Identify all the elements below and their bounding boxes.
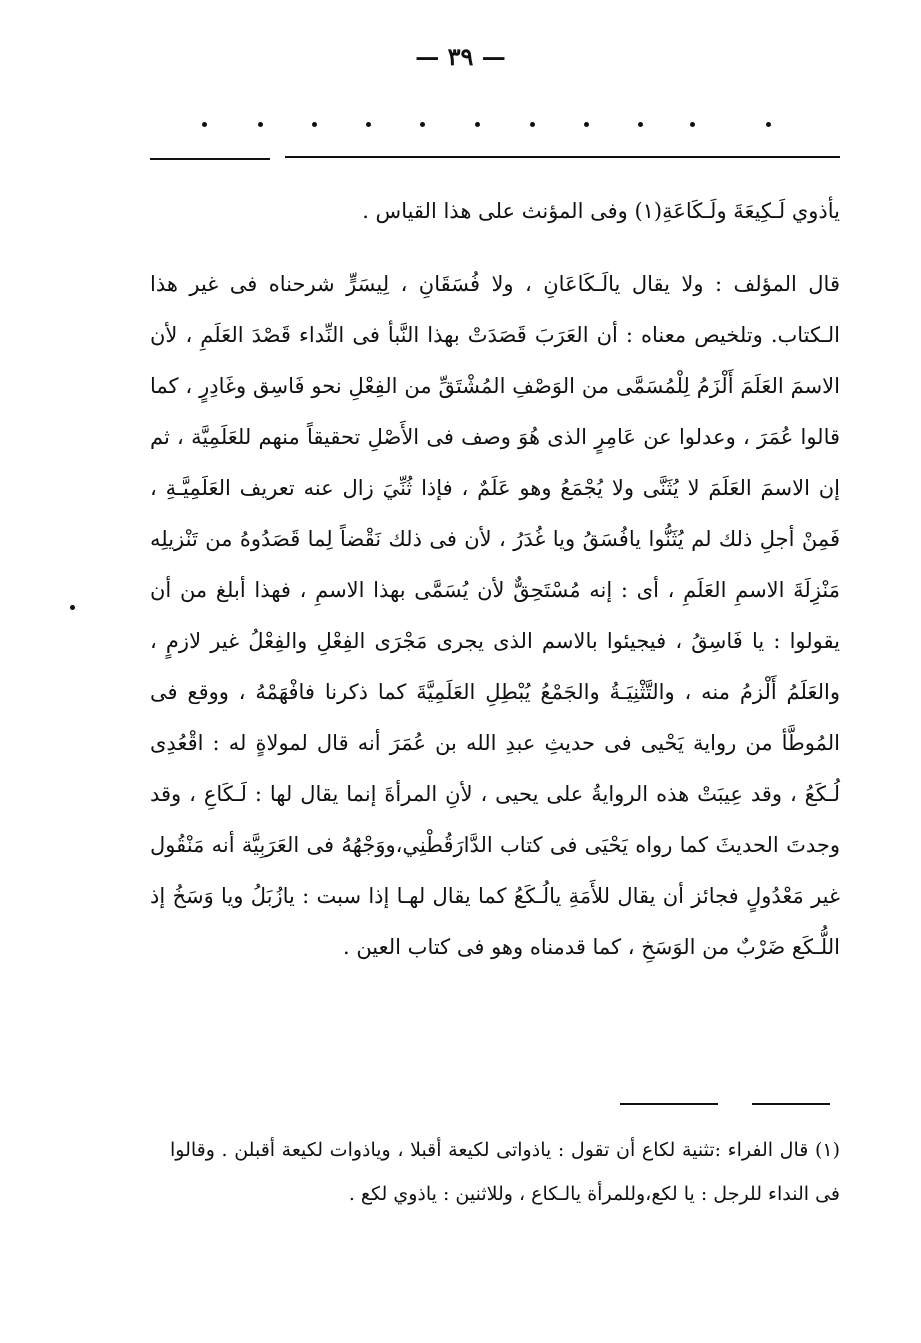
ornament-dot: [366, 122, 371, 127]
paragraph: يأذوي لَـكِيعَةَ ولَـكَاعَةِ(١) وفى المؤنث على هذا القياس .: [362, 199, 840, 223]
dotted-ornament: [180, 112, 790, 142]
ornament-dot: [530, 122, 535, 127]
main-text: [150, 186, 840, 973]
margin-dot: [70, 605, 75, 610]
ornament-dot: [638, 122, 643, 127]
ornament-dot: [258, 122, 263, 127]
footnote-rule-right: [752, 1103, 830, 1105]
ornament-dot: [690, 122, 695, 127]
ornament-dot: [584, 122, 589, 127]
header-rule-left: [150, 158, 270, 160]
ornament-dot: [475, 122, 480, 127]
footnote-text: (١) قال الفراء :تثنية لكاع أن تقول : ياذواتى لكيعة أقبلا ، وياذوات لكيعة أقبلن . وقالوا فى النداء للرجل : يا لكع،وللمرأة يالـكاع ، وللاثنين : ياذوي لكع .: [170, 1139, 840, 1205]
paragraph: قال المؤلف : ولا يقال يالَـكَاعَانِ ، ولا فُسَقَانِ ، لِيسَرٍّ شرحناه فى غير هذا الـكتاب. وتلخيص معناه : أن العَرَبَ قَصَدَتْ بهذا النَّبأ فى النِّداء قَصْدَ العَلَمِ ، لأن الاسمَ العَلَمَ أَلْزَمُ لِلْمُسَمَّى من الوَصْفِ المُشْتَقِّ من الفِعْلِ نحو فَاسِق وغَادِرٍ ، كما قالوا عُمَرَ ، وعدلوا عن عَامِرٍ الذى هُوَ وصف فى الأَصْلِ تحقيقاً منهم للعَلَمِيَّة ، ثم إن الاسمَ العَلَمَ لا يُثَنَّى ولا يُجْمَعُ وهو عَلَمٌ ، فإذا ثُنِّيَ زال عنه تعريف العَلَمِيَّـةِ ، فَمِنْ أجلِ ذلك لم يُثَنُّوا يافُسَقُ ويا غُدَرُ ، لأن فى ذلك نَقْضاً لِما قَصَدُوهُ من تَنْزيلِه مَنْزِلَةَ الاسمِ العَلَمِ ، أى : إنه مُسْتَحِقٌّ لأن يُسَمَّى بهذا الاسمِ ، فهذا أبلغ من أن يقولوا : يا فَاسِقُ ، فيجيئوا بالاسم الذى يجرى مَجْرَى الفِعْلِ والفِعْلُ غير لازمٍ ، والعَلَمُ أَلْزمُ منه ، والتَّثْنِيَـةُ والجَمْعُ يُبْطِلِ العَلَمِيَّةَ كما ذكرنا فافْهَمْهُ ، ووقع فى المُوطَّأ من رواية يَحْيى فى حديثِ عبدِ الله بن عُمَرَ أنه قال لمولاةٍ له : اقْعُدِى لُـكَعُ ، وقد عِيبَتْ هذه الروايةُ على يحيى ، لأنِ المرأةَ إنما يقال لها : لَـكَاعِ ، وقد وجدتَ الحديثَ كما رواه يَحْيَى فى كتاب الدَّارَقُطْنِي،ووَجْهُهُ فى العَرَبِيَّة أنه مَنْقُول غير مَعْدُولٍ فجائز أن يقال للأَمَةِ يالُـكَعُ كما يقال لهـا إذا سبت : يازُبَلُ ويا وَسَخُ إذ اللُّـكَع ضَرْبٌ من الوَسَخِ ، كما قدمناه وهو فى كتاب العين .: [150, 272, 840, 959]
ornament-dot: [202, 122, 207, 127]
ornament-dot: [766, 122, 771, 127]
header-rule-right: [285, 156, 840, 158]
footnote: [170, 1128, 840, 1216]
page-number: — ٣٩ —: [415, 42, 506, 71]
footnote-rule-left: [620, 1103, 718, 1105]
ornament-dot: [312, 122, 317, 127]
ornament-dot: [420, 122, 425, 127]
